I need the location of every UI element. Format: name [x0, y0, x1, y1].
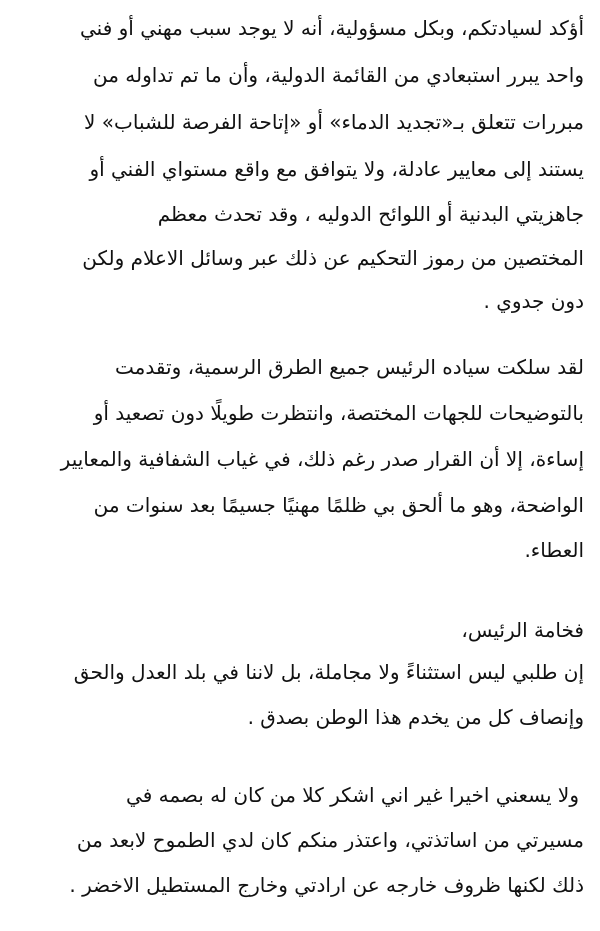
text-line: جاهزيتي البدنية أو اللوائح الدوليه ، وقد تحدث معظم [157, 202, 584, 226]
text-line: يستند إلى معايير عادلة، ولا يتوافق مع واقع مستواي الفني أو [89, 157, 584, 181]
text-line: وإنصاف كل من يخدم هذا الوطن بصدق . [247, 705, 584, 729]
text-line: إساءة، إلا أن القرار صدر رغم ذلك، في غياب الشفافية والمعايير [60, 447, 584, 471]
text-line: أؤكد لسيادتكم، وبكل مسؤولية، أنه لا يوجد سبب مهني أو فني [80, 16, 584, 40]
text-line: مسيرتي من اساتذتي، واعتذر منكم كان لدي الطموح لابعد من [76, 828, 584, 852]
text-line: ذلك لكنها ظروف خارجه عن ارادتي وخارج المستطيل الاخضر . [69, 873, 584, 897]
text-line: بالتوضيحات للجهات المختصة، وانتظرت طويلًا دون تصعيد أو [93, 401, 584, 425]
text-line: ولا يسعني اخيرا غير اني اشكر كلا من كان له بصمه في [126, 783, 579, 807]
text-line: المختصين من رموز التحكيم عن ذلك عبر وسائل الاعلام ولكن [82, 246, 584, 270]
text-line: مبررات تتعلق بـ«تجديد الدماء» أو «إتاحة الفرصة للشباب» لا [84, 110, 584, 134]
text-line: الواضحة، وهو ما ألحق بي ظلمًا مهنيًا جسيمًا بعد سنوات من [93, 493, 584, 517]
salutation: فخامة الرئيس، [461, 618, 584, 642]
text-line: لقد سلكت سياده الرئيس جميع الطرق الرسمية، وتقدمت [115, 355, 584, 379]
text-line: إن طلبي ليس استثناءً ولا مجاملة، بل لاننا في بلد العدل والحق [73, 660, 584, 684]
text-line: واحد يبرر استبعادي من القائمة الدولية، وأن ما تم تداوله من [92, 63, 584, 87]
text-line: دون جدوي . [483, 289, 584, 313]
text-line: العطاء. [524, 538, 584, 562]
